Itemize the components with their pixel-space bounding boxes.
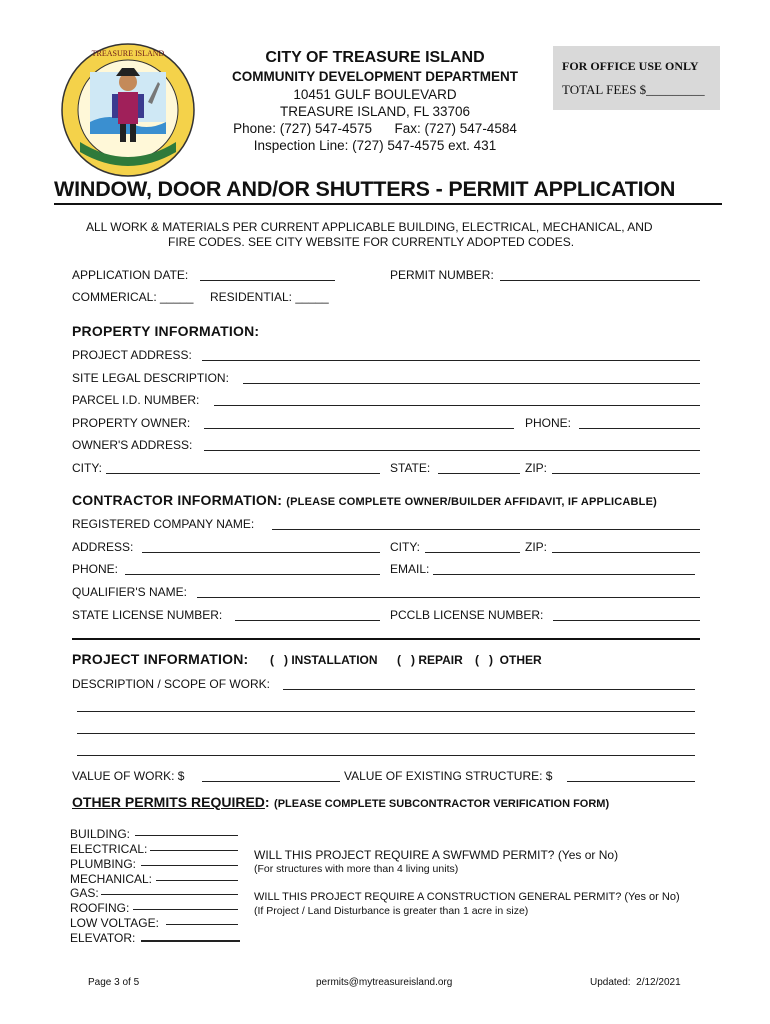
scope-of-work-field-1[interactable] <box>283 689 695 690</box>
elevator-field[interactable] <box>141 940 240 942</box>
contractor-heading-text: CONTRACTOR INFORMATION: <box>72 492 283 508</box>
owner-address-label: OWNER'S ADDRESS: <box>72 438 193 452</box>
value-of-work-label: VALUE OF WORK: $ <box>72 769 185 783</box>
roofing-field[interactable] <box>133 909 238 910</box>
address-line-1: 10451 GULF BOULEVARD <box>293 87 457 102</box>
electrical-label: ELECTRICAL: <box>70 842 148 856</box>
scope-of-work-label: DESCRIPTION / SCOPE OF WORK: <box>72 677 271 691</box>
parcel-id-field[interactable] <box>214 405 700 406</box>
gas-label: GAS: <box>70 886 99 900</box>
other-permits-title: OTHER PERMITS REQUIRED <box>72 794 265 810</box>
scope-of-work-field-3[interactable] <box>77 733 695 734</box>
seal-lettering: TREASURE ISLAND <box>91 49 165 58</box>
qualifier-name-field[interactable] <box>197 597 700 598</box>
permit-number-field[interactable] <box>500 280 700 281</box>
other-option[interactable]: ( ) OTHER <box>475 653 542 667</box>
owner-state-field[interactable] <box>438 473 520 474</box>
section-rule <box>72 638 700 640</box>
property-heading: PROPERTY INFORMATION: <box>72 323 260 339</box>
updated-date: Updated: 2/12/2021 <box>590 977 681 988</box>
low-voltage-field[interactable] <box>166 924 238 925</box>
project-heading: PROJECT INFORMATION: <box>72 651 249 667</box>
qualifier-name-label: QUALIFIER'S NAME: <box>72 585 187 599</box>
legal-description-label: SITE LEGAL DESCRIPTION: <box>72 371 229 385</box>
contractor-city-label: CITY: <box>390 540 421 554</box>
intro-line-2: FIRE CODES. SEE CITY WEBSITE FOR CURRENTLY ADOPTED CODES. <box>168 235 575 249</box>
office-use-title: FOR OFFICE USE ONLY <box>562 59 699 73</box>
mechanical-label: MECHANICAL: <box>70 872 153 886</box>
owner-city-label: CITY: <box>72 461 103 475</box>
owner-address-field[interactable] <box>204 450 700 451</box>
page-number: Page 3 of 5 <box>88 977 140 988</box>
contractor-note: (PLEASE COMPLETE OWNER/BUILDER AFFIDAVIT, IF APPLICABLE) <box>286 496 658 508</box>
contractor-phone-label: PHONE: <box>72 562 119 576</box>
scope-of-work-field-2[interactable] <box>77 711 695 712</box>
electrical-field[interactable] <box>150 850 238 851</box>
plumbing-field[interactable] <box>141 865 238 866</box>
owner-phone-label: PHONE: <box>525 416 572 430</box>
owner-zip-label: ZIP: <box>525 461 548 475</box>
building-label: BUILDING: <box>70 827 131 841</box>
swfwmd-note: (For structures with more than 4 living units) <box>254 863 459 875</box>
total-fees: TOTAL FEES $_________ <box>562 82 705 97</box>
repair-option[interactable]: ( ) REPAIR <box>397 653 463 667</box>
cgp-note: (If Project / Land Disturbance is greater than 1 acre in size) <box>254 905 529 917</box>
company-name-label: REGISTERED COMPANY NAME: <box>72 517 255 531</box>
mechanical-field[interactable] <box>156 880 238 881</box>
property-owner-field[interactable] <box>204 428 514 429</box>
state-license-field[interactable] <box>235 620 380 621</box>
department-name: COMMUNITY DEVELOPMENT DEPARTMENT <box>231 69 518 84</box>
contractor-zip-label: ZIP: <box>525 540 548 554</box>
contractor-email-label: EMAIL: <box>390 562 430 576</box>
roofing-label: ROOFING: <box>70 901 130 915</box>
form-title: WINDOW, DOOR AND/OR SHUTTERS - PERMIT APPLICATION <box>54 177 676 201</box>
building-field[interactable] <box>135 835 238 836</box>
existing-structure-label: VALUE OF EXISTING STRUCTURE: $ <box>344 769 553 783</box>
application-date-field[interactable] <box>200 280 335 281</box>
project-address-field[interactable] <box>202 360 700 361</box>
contractor-zip-field[interactable] <box>552 552 700 553</box>
city-seal <box>60 42 196 178</box>
existing-structure-field[interactable] <box>567 781 695 782</box>
contractor-phone-field[interactable] <box>125 574 380 575</box>
plumbing-label: PLUMBING: <box>70 857 137 871</box>
scope-of-work-field-4[interactable] <box>77 755 695 756</box>
value-of-work-field[interactable] <box>202 781 340 782</box>
application-date-label: APPLICATION DATE: <box>72 268 189 282</box>
parcel-id-label: PARCEL I.D. NUMBER: <box>72 393 200 407</box>
city-name: CITY OF TREASURE ISLAND <box>265 49 485 66</box>
property-owner-label: PROPERTY OWNER: <box>72 416 191 430</box>
commercial-field[interactable]: COMMERICAL: _____ <box>72 290 194 304</box>
project-address-label: PROJECT ADDRESS: <box>72 348 192 362</box>
cgp-question: WILL THIS PROJECT REQUIRE A CONSTRUCTION GENERAL PERMIT? (Yes or No) <box>254 891 680 903</box>
company-name-field[interactable] <box>272 529 700 530</box>
inspection-line: Inspection Line: (727) 547-4575 ext. 431 <box>253 138 497 153</box>
other-permits-colon: : <box>264 794 270 810</box>
gas-field[interactable] <box>101 894 238 895</box>
owner-phone-field[interactable] <box>579 428 700 429</box>
intro-line-1: ALL WORK & MATERIALS PER CURRENT APPLICABLE BUILDING, ELECTRICAL, MECHANICAL, AND <box>86 220 653 234</box>
contractor-email-field[interactable] <box>433 574 695 575</box>
other-permits-note: (PLEASE COMPLETE SUBCONTRACTOR VERIFICATION FORM) <box>274 798 610 810</box>
phone-fax: Phone: (727) 547-4575 Fax: (727) 547-4584 <box>233 121 517 136</box>
pcclb-license-label: PCCLB LICENSE NUMBER: <box>390 608 544 622</box>
permit-number-label: PERMIT NUMBER: <box>390 268 494 282</box>
office-use-box <box>553 46 720 110</box>
footer-email: permits@mytreasureisland.org <box>316 977 453 988</box>
contractor-city-field[interactable] <box>425 552 520 553</box>
contractor-address-label: ADDRESS: <box>72 540 134 554</box>
legal-description-field[interactable] <box>243 383 700 384</box>
owner-zip-field[interactable] <box>552 473 700 474</box>
residential-field[interactable]: RESIDENTIAL: _____ <box>210 290 329 304</box>
low-voltage-label: LOW VOLTAGE: <box>70 916 159 930</box>
other-permits-heading <box>72 794 609 812</box>
pcclb-license-field[interactable] <box>553 620 700 621</box>
swfwmd-question: WILL THIS PROJECT REQUIRE A SWFWMD PERMIT? (Yes or No) <box>254 848 619 862</box>
address-line-2: TREASURE ISLAND, FL 33706 <box>279 104 471 119</box>
owner-state-label: STATE: <box>390 461 431 475</box>
elevator-label: ELEVATOR: <box>70 931 136 945</box>
contractor-address-field[interactable] <box>142 552 380 553</box>
installation-option[interactable]: ( ) INSTALLATION <box>270 653 378 667</box>
state-license-label: STATE LICENSE NUMBER: <box>72 608 223 622</box>
title-rule <box>54 203 722 205</box>
owner-city-field[interactable] <box>106 473 380 474</box>
contractor-heading <box>72 492 657 508</box>
